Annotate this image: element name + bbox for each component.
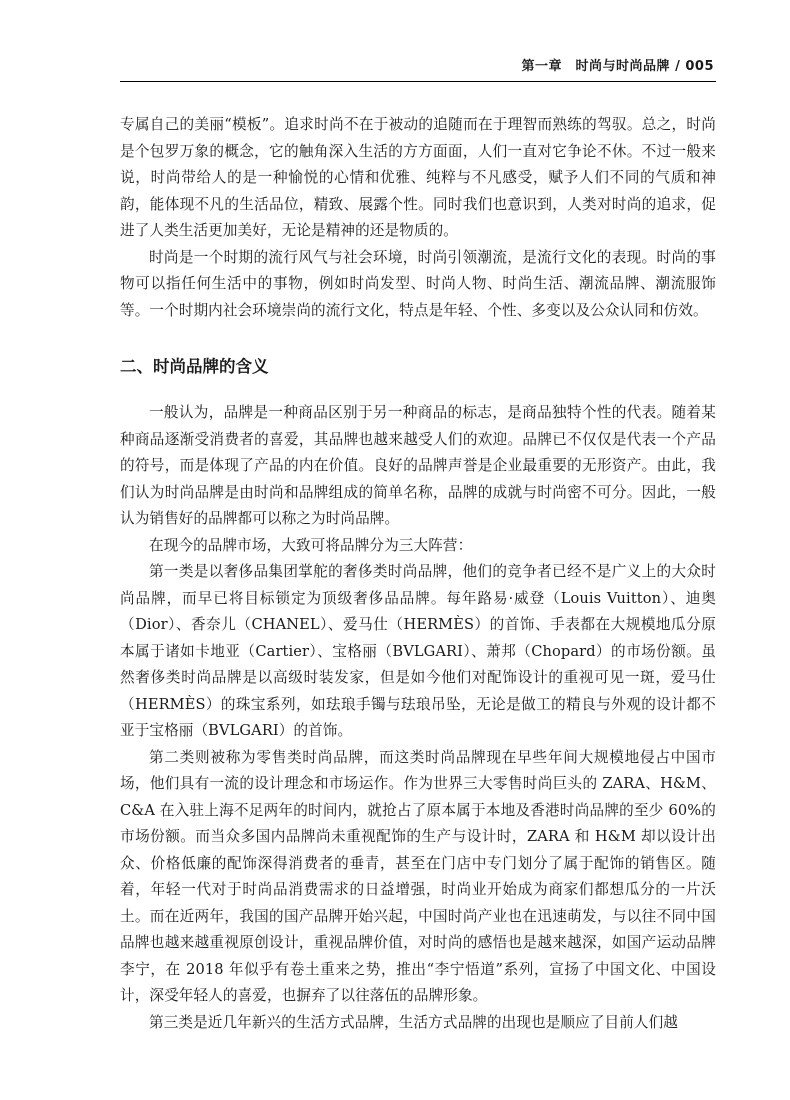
- header-separator: /: [675, 59, 681, 74]
- page-number: 005: [685, 59, 714, 74]
- header-rule: [120, 81, 716, 82]
- paragraph: 一般认为，品牌是一种商品区别于另一种商品的标志，是商品独特个性的代表。随着某种商品逐渐受消费者的喜爱，其品牌也越来越受人们的欢迎。品牌已不仅仅是代表一个产品的符号，而是体现了产品的内在价值。良好的品牌声誉是企业最重要的无形资产。由此，我们认为时尚品牌是由时尚和品牌组成的简单名称，品牌的成就与时尚密不可分。因此，一般认为销售好的品牌都可以称之为时尚品牌。: [120, 404, 716, 527]
- paragraph: 第三类是近几年新兴的生活方式品牌，生活方式品牌的出现也是顺应了目前人们越: [149, 1013, 678, 1031]
- paragraph: 第一类是以奢侈品集团掌舵的奢侈类时尚品牌，他们的竞争者已经不是广义上的大众时尚品牌，而早已将目标锁定为顶级奢侈品品牌。每年路易·威登（Louis Vuitton）、迪奥（Dior）、香奈儿（CHANEL）、爱马仕（HERMÈS）的首饰、手表都在大规模地瓜分原本属于诸如卡地亚（Cartier）、宝格丽（BVLGARI）、萧邦（Chopard）的市场份额。虽然奢侈类时尚品牌是以高级时装发家，但是如今他们对配饰设计的重视可见一斑，爱马仕（HERMÈS）的珠宝系列，如珐琅手镯与珐琅吊坠，无论是做工的精良与外观的设计都不亚于宝格丽（BVLGARI）的首饰。: [120, 563, 716, 739]
- paragraph-continuation: 专属自己的美丽“模板”。追求时尚不在于被动的追随而在于理智而熟练的驾驭。总之，时尚是个包罗万象的概念，它的触角深入生活的方方面面，人们一直对它争论不休。不过一般来说，时尚带给人的是一种愉悦的心情和优雅、纯粹与不凡感受，赋予人们不同的气质和神韵，能体现不凡的生活品位，精致、展露个性。同时我们也意识到，人类对时尚的追求，促进了人类生活更加美好，无论是精神的还是物质的。: [120, 116, 716, 239]
- chapter-title: 第一章 时尚与时尚品牌: [521, 59, 671, 74]
- section-heading: 二、时尚品牌的含义: [120, 357, 269, 376]
- paragraph: 第二类则被称为零售类时尚品牌，而这类时尚品牌现在早些年间大规模地侵占中国市场，他们具有一流的设计理念和市场运作。作为世界三大零售时尚巨头的 ZARA、H&M、C&A 在入驻上海不足两年的时间内，就抢占了原本属于本地及香港时尚品牌的至少 60%的市场份额。而当众多国内品牌尚未重视配饰的生产与设计时，ZARA 和 H&M 却以设计出众、价格低廉的配饰深得消费者的垂青，甚至在门店中专门划分了属于配饰的销售区。随着，年轻一代对于时尚品消费需求的日益增强，时尚业开始成为商家们都想瓜分的一片沃土。而在近两年，我国的国产品牌开始兴起，中国时尚产业也在迅速萌发，与以往不同中国品牌也越来越重视原创设计，重视品牌价值，对时尚的感悟也是越来越深，如国产运动品牌李宁，在 2018 年似乎有卷土重来之势，推出“李宁悟道”系列，宣扬了中国文化、中国设计，深受年轻人的喜爱，也摒弃了以往落伍的品牌形象。: [120, 748, 716, 1004]
- paragraph: 在现今的品牌市场，大致可将品牌分为三大阵营：: [149, 536, 473, 554]
- running-header: [522, 55, 714, 74]
- paragraph: 时尚是一个时期的流行风气与社会环境，时尚引领潮流，是流行文化的表现。时尚的事物可以指任何生活中的事物，例如时尚发型、时尚人物、时尚生活、潮流品牌、潮流服饰等。一个时期内社会环境崇尚的流行文化，特点是年轻、个性、多变以及公众认同和仿效。: [120, 248, 716, 319]
- body-text: [120, 112, 716, 1036]
